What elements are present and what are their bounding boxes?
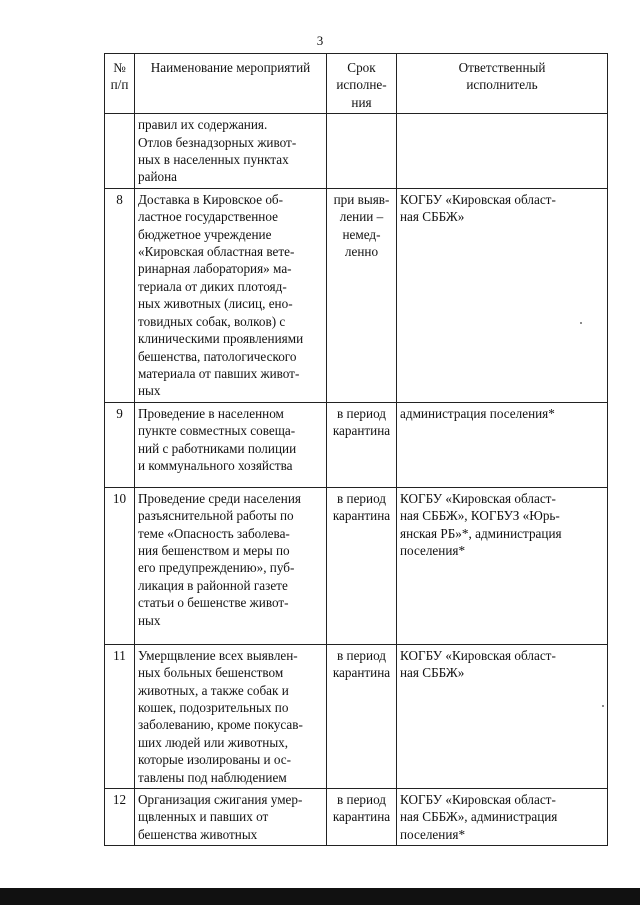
text-line: ных bbox=[138, 383, 161, 399]
row-responsible bbox=[397, 114, 608, 189]
row-deadline bbox=[327, 188, 397, 402]
text-line: янская РБ»*, администрация bbox=[400, 525, 562, 541]
text-line: кошек, подозрительных по bbox=[138, 699, 289, 715]
text-line: и коммунального хозяйства bbox=[138, 457, 293, 473]
header-cell-responsible bbox=[397, 54, 608, 114]
text-line: ная СББЖ», администрация bbox=[400, 809, 558, 825]
text-line: Наименование мероприятий bbox=[150, 60, 311, 75]
table-row bbox=[105, 644, 608, 788]
row-responsible bbox=[397, 487, 608, 644]
text-line: теме «Опасность заболева- bbox=[138, 525, 290, 541]
text-line: ных животных (лисиц, ено- bbox=[138, 296, 293, 312]
text-line: Доставка в Кировское об- bbox=[138, 191, 284, 207]
row-deadline bbox=[327, 788, 397, 845]
text-line: ная СББЖ» bbox=[400, 209, 465, 225]
row-number: 11 bbox=[105, 644, 135, 788]
measures-table bbox=[104, 53, 608, 846]
text-line: его предупреждению», пуб- bbox=[138, 560, 295, 576]
text-line: Умерщвление всех выявлен- bbox=[138, 647, 298, 663]
text-line: клиническими проявлениями bbox=[138, 331, 304, 347]
text-line: товидных собак, волков) с bbox=[138, 313, 286, 329]
text-line: ринарная лаборатория» ма- bbox=[138, 261, 292, 277]
header-cell-measure bbox=[135, 54, 327, 114]
text-line: Организация сжигания умер- bbox=[138, 791, 303, 807]
text-line: ных bbox=[138, 612, 161, 628]
table-row bbox=[105, 402, 608, 487]
text-line: администрация поселения* bbox=[400, 405, 555, 421]
text-line: лении – bbox=[339, 209, 384, 225]
text-line: териала от диких плотояд- bbox=[138, 278, 287, 294]
header-cell-deadline bbox=[327, 54, 397, 114]
text-line: Ответственный bbox=[458, 60, 546, 75]
row-responsible bbox=[397, 402, 608, 487]
text-line: карантина bbox=[332, 665, 391, 681]
text-line: ния бешенством и меры по bbox=[138, 542, 290, 558]
text-line: п/п bbox=[110, 77, 129, 93]
row-measure bbox=[135, 487, 327, 644]
text-line: № bbox=[113, 60, 126, 75]
text-line: КОГБУ «Кировская област- bbox=[400, 647, 556, 663]
text-line: в период bbox=[336, 405, 386, 421]
text-line: ния bbox=[351, 94, 372, 110]
table-row bbox=[105, 788, 608, 845]
text-line: бюджетное учреждение bbox=[138, 226, 272, 242]
text-line: карантина bbox=[332, 508, 391, 524]
text-line: Срок bbox=[347, 60, 376, 75]
scan-edge-bar bbox=[0, 888, 640, 905]
text-line: ных больных бешенством bbox=[138, 665, 284, 681]
text-line: которые изолированы и ос- bbox=[138, 752, 292, 768]
row-number: 9 bbox=[105, 402, 135, 487]
text-line: исполнитель bbox=[466, 77, 538, 93]
row-deadline bbox=[327, 402, 397, 487]
text-line: исполне- bbox=[336, 77, 387, 93]
text-line: правил их содержания. bbox=[138, 117, 268, 133]
text-line: Проведение в населенном bbox=[138, 405, 284, 421]
text-line: ленно bbox=[344, 244, 379, 260]
text-line: «Кировская областная вете- bbox=[138, 244, 295, 260]
text-line: карантина bbox=[332, 423, 391, 439]
text-line: разъяснительной работы по bbox=[138, 508, 294, 524]
text-line: ших людей или животных, bbox=[138, 734, 289, 750]
text-line: бешенства, патологического bbox=[138, 348, 297, 364]
row-number: 8 bbox=[105, 188, 135, 402]
text-line: в период bbox=[336, 490, 386, 506]
text-line: поселения* bbox=[400, 826, 466, 842]
row-deadline bbox=[327, 487, 397, 644]
row-responsible bbox=[397, 788, 608, 845]
row-measure bbox=[135, 788, 327, 845]
text-line: ная СББЖ» bbox=[400, 665, 465, 681]
text-line: материала от павших живот- bbox=[138, 365, 300, 381]
text-line: заболеванию, кроме покусав- bbox=[138, 717, 303, 733]
text-line: КОГБУ «Кировская област- bbox=[400, 490, 556, 506]
text-line: статьи о бешенстве живот- bbox=[138, 595, 289, 611]
text-line: ластное государственное bbox=[138, 209, 278, 225]
text-line: при выяв- bbox=[333, 191, 390, 207]
text-line: животных, а также собак и bbox=[138, 682, 289, 698]
text-line: ных в населенных пунктах bbox=[138, 152, 289, 168]
text-line: ная СББЖ», КОГБУЗ «Юрь- bbox=[400, 508, 560, 524]
page-number: 3 bbox=[316, 33, 324, 48]
text-line: карантина bbox=[332, 809, 391, 825]
table-row bbox=[105, 487, 608, 644]
header-cell-number bbox=[105, 54, 135, 114]
row-number bbox=[105, 114, 135, 189]
row-number: 12 bbox=[105, 788, 135, 845]
row-responsible bbox=[397, 188, 608, 402]
text-line: пункте совместных совеща- bbox=[138, 423, 296, 439]
row-number: 10 bbox=[105, 487, 135, 644]
text-line: ликация в районной газете bbox=[138, 577, 288, 593]
table-row bbox=[105, 114, 608, 189]
row-measure bbox=[135, 644, 327, 788]
text-line: щвленных и павших от bbox=[138, 809, 269, 825]
scan-speck bbox=[580, 322, 582, 324]
table-header-row bbox=[105, 54, 608, 114]
row-deadline bbox=[327, 644, 397, 788]
row-measure bbox=[135, 114, 327, 189]
text-line: тавлены под наблюдением bbox=[138, 769, 287, 785]
text-line: немед- bbox=[342, 226, 381, 242]
scan-speck bbox=[602, 705, 604, 707]
text-line: ний с работниками полиции bbox=[138, 440, 297, 456]
row-measure bbox=[135, 188, 327, 402]
text-line: бешенства животных bbox=[138, 826, 258, 842]
text-line: поселения* bbox=[400, 542, 466, 558]
table-row bbox=[105, 188, 608, 402]
text-line: КОГБУ «Кировская област- bbox=[400, 791, 556, 807]
text-line: в период bbox=[336, 791, 386, 807]
text-line: Проведение среди населения bbox=[138, 490, 301, 506]
text-line: Отлов безнадзорных живот- bbox=[138, 134, 297, 150]
text-line: в период bbox=[336, 647, 386, 663]
row-measure bbox=[135, 402, 327, 487]
text-line: КОГБУ «Кировская област- bbox=[400, 191, 556, 207]
row-deadline bbox=[327, 114, 397, 189]
text-line: района bbox=[138, 169, 178, 185]
row-responsible bbox=[397, 644, 608, 788]
